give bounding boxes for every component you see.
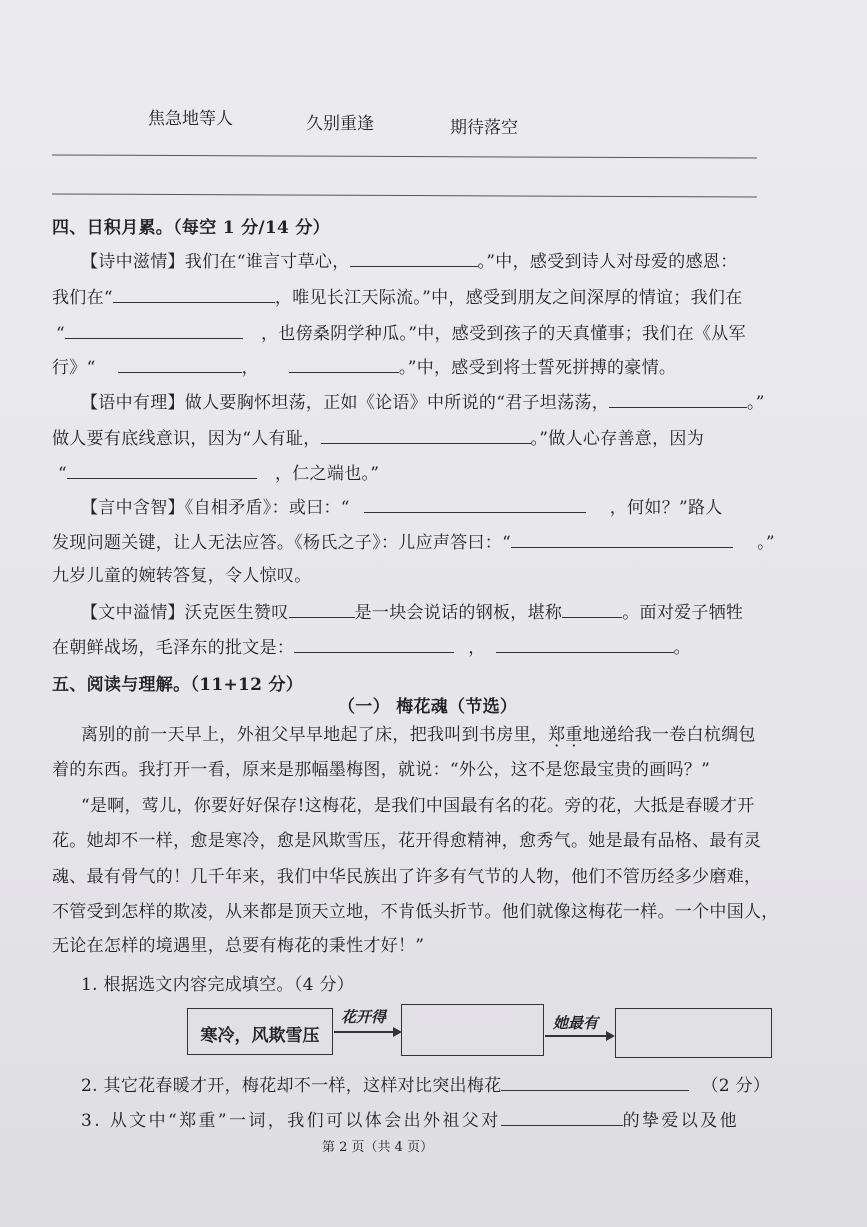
s4-p2-line2 xyxy=(52,427,704,450)
emphasis-char: 郑 xyxy=(548,725,566,745)
text: ， xyxy=(241,358,259,378)
text: 3. 从文中“郑重”一词，我们可以体会出外祖父对 xyxy=(81,1111,501,1131)
s4-p4-line2 xyxy=(52,636,691,659)
fill-blank[interactable] xyxy=(562,601,622,618)
fill-blank[interactable] xyxy=(501,1074,689,1091)
text: “ xyxy=(58,464,67,484)
question-3 xyxy=(81,1109,739,1132)
flow-box-3[interactable] xyxy=(615,1008,772,1058)
text: ， xyxy=(468,638,486,658)
fill-blank[interactable] xyxy=(511,531,733,548)
passage-para2-line2: 花。她却不一样，愈是寒冷，愈是风欺雪压，花开得愈精神，愈秀气。她是最有品格、最有灵 xyxy=(52,831,762,851)
flow-arrow-2-label: 她最有 xyxy=(553,1014,599,1032)
flow-arrow-1 xyxy=(334,1031,394,1033)
text: 。面对爱子牺牲 xyxy=(622,603,744,623)
text: 。”中，感受到诗人对母爱的感恩： xyxy=(477,252,738,272)
flow-box-1-label: 寒冷，风欺雪压 xyxy=(200,1026,320,1046)
fill-blank[interactable] xyxy=(67,462,257,479)
fill-blank[interactable] xyxy=(289,601,355,618)
text: 【诗中滋情】我们在“谁言寸草心， xyxy=(81,252,350,272)
s4-p4-line1 xyxy=(81,601,743,624)
fill-blank[interactable] xyxy=(350,250,478,267)
passage-para2-line5: 无论在怎样的境遇里，总要有梅花的秉性才好！” xyxy=(52,936,425,956)
fill-blank[interactable] xyxy=(113,286,275,303)
text: ，唯见长江天际流。”中，感受到朋友之间深厚的情谊；我们在 xyxy=(274,288,743,308)
fill-blank[interactable] xyxy=(289,356,399,373)
question-2 xyxy=(81,1074,770,1097)
s4-p3-line3: 九岁儿童的婉转答复，令人惊叹。 xyxy=(52,566,312,586)
text: 。”中，感受到将士誓死拼搏的豪情。 xyxy=(398,358,677,378)
fill-blank[interactable] xyxy=(501,1109,623,1126)
text: 做人要有底线意识，因为“人有耻， xyxy=(52,429,321,449)
phrase-2: 久别重逢 xyxy=(306,114,374,134)
fill-blank[interactable] xyxy=(65,322,243,339)
text: 我们在“ xyxy=(52,288,113,308)
answer-line-2[interactable] xyxy=(52,193,757,197)
answer-line-1[interactable] xyxy=(52,154,757,158)
passage-para2-line1: “是啊，莺儿，你要好好保存!这梅花，是我们中国最有名的花。旁的花，大抵是春暖才开 xyxy=(81,796,755,816)
text: 发现问题关键，让人无法应答。《杨氏之子》：儿应声答曰：“ xyxy=(52,533,512,553)
flow-arrow-2 xyxy=(545,1035,607,1037)
text: 【语中有理】做人要胸怀坦荡，正如《论语》中所说的“君子坦荡荡， xyxy=(81,393,609,413)
flow-box-2[interactable] xyxy=(401,1004,544,1056)
text: 的挚爱以及他 xyxy=(622,1111,740,1131)
text: ，也傍桑阴学种瓜。”中，感受到孩子的天真懂事；我们在《从军 xyxy=(261,324,746,344)
text: 行》“ xyxy=(52,358,96,378)
text: （2 分） xyxy=(701,1076,771,1096)
question-1: 1. 根据选文内容完成填空。（4 分） xyxy=(81,975,355,995)
text: 离别的前一天早上，外祖父早早地起了床，把我叫到书房里， xyxy=(81,725,549,745)
text: 在朝鲜战场，毛泽东的批文是： xyxy=(52,638,295,658)
s4-p3-line2 xyxy=(52,531,775,554)
section-5-heading: 五、阅读与理解。（11+12 分） xyxy=(52,675,304,695)
fill-blank[interactable] xyxy=(364,496,586,513)
s4-p1-line1 xyxy=(81,250,738,273)
fill-blank[interactable] xyxy=(118,356,242,373)
text: ，何如？”路人 xyxy=(609,498,723,518)
s4-p1-line4 xyxy=(52,356,676,379)
text: ，仁之端也。” xyxy=(275,464,380,484)
fill-blank[interactable] xyxy=(321,427,531,444)
text: “ xyxy=(56,324,65,344)
text: 是一块会说话的钢板，堪称 xyxy=(354,603,563,623)
text: 。 xyxy=(673,638,691,658)
text: 。” xyxy=(747,393,765,413)
flow-arrow-1-label: 花开得 xyxy=(341,1008,387,1026)
s4-p1-line3 xyxy=(56,322,746,345)
text: 【文中溢情】沃克医生赞叹 xyxy=(81,603,289,623)
s4-p3-line1 xyxy=(81,496,723,519)
phrase-1: 焦急地等人 xyxy=(148,109,233,129)
text: 【言中含智】《自相矛盾》：或曰：“ xyxy=(81,498,350,518)
section-4-heading: 四、日积月累。（每空 1 分/14 分） xyxy=(52,218,330,238)
page-footer: 第 2 页（共 4 页） xyxy=(322,1140,434,1155)
text: 。”做人心存善意，因为 xyxy=(530,429,704,449)
passage-para1-line1 xyxy=(81,724,756,746)
text: 2. 其它花春暖才开，梅花却不一样，这样对比突出梅花 xyxy=(81,1076,502,1096)
passage-para2-line3: 魂、最有骨气的！几千年来，我们中华民族出了许多有气节的人物，他们不管历经多少磨难， xyxy=(52,867,762,887)
fill-blank[interactable] xyxy=(609,391,747,408)
emphasis-char: 重 xyxy=(565,725,583,745)
passage-para1-line2: 着的东西。我打开一看，原来是那幅墨梅图，就说：“外公，这不是您最宝贵的画吗？” xyxy=(52,760,711,780)
s4-p2-line1 xyxy=(81,391,765,414)
text: 地递给我一卷白杭绸包 xyxy=(582,725,756,745)
flow-box-1 xyxy=(187,1008,333,1055)
text: 。” xyxy=(757,533,775,553)
fill-blank[interactable] xyxy=(496,636,674,653)
passage-title: （一） 梅花魂（节选） xyxy=(338,697,518,717)
s4-p2-line3 xyxy=(58,462,379,485)
fill-blank[interactable] xyxy=(294,636,454,653)
s4-p1-line2 xyxy=(52,286,743,309)
passage-para2-line4: 不管受到怎样的欺凌，从来都是顶天立地，不肯低头折节。他们就像这梅花一样。一个中国人， xyxy=(52,902,779,922)
phrase-3: 期待落空 xyxy=(450,118,518,138)
flow-arrow-2-head xyxy=(606,1031,615,1041)
